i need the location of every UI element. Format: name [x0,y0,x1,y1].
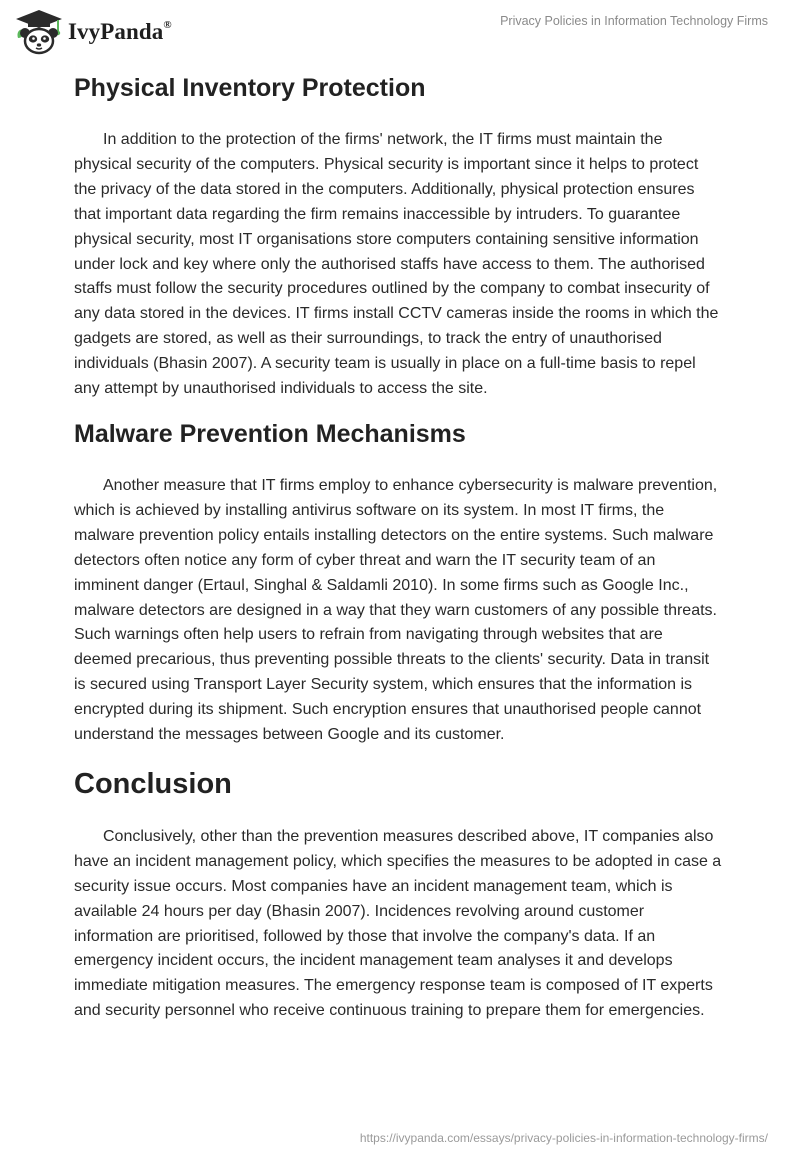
section-heading-physical-inventory: Physical Inventory Protection [74,74,426,102]
footer-url[interactable]: https://ivypanda.com/essays/privacy-policies-in-information-technology-firms/ [359,1131,768,1145]
paragraph-malware-prevention: Another measure that IT firms employ to enhance cybersecurity is malware prevention, which is achieved by installing antivirus software on its system. In most IT firms, the malware prevention policy entails installing detectors on the entire systems. Such malware detectors often notice any form of cyber threat and warn the IT security team of an imminent danger (Ertaul, Singhal & Saldamli 2010). In some firms such as Google Inc., malware detectors are designed in a way that they warn customers of any possible threats. Such warnings often help users to refrain from navigating through websites that are deemed precarious, thus preventing possible threats to the clients' security. Data in transit is secured using Transport Layer Security system, which ensures that the information is encrypted during its shipment. Such encryption ensures that unauthorised people cannot understand the messages between Google and its customer. [74,476,718,744]
panda-graduate-icon [14,8,64,56]
paragraph-conclusion: Conclusively, other than the prevention measures described above, IT companies also have an incident management policy, which specifies the measures to be adopted in case a security issue occurs. Most companies have an incident management team, which is available 24 hours per day (Bhasin 2007). Incidences revolving around customer information are prioritised, followed by those that involve the company's data. If an emergency incident occurs, the incident management team analyses it and develops immediate mitigation measures. The emergency response team is composed of IT experts and security personnel who receive continuous training to prepare them for emergencies. [74,827,722,1020]
brand-name: IvyPanda® [68,19,172,44]
section-heading-malware-prevention: Malware Prevention Mechanisms [74,419,466,448]
running-title: Privacy Policies in Information Technology Firms [500,14,768,28]
essay-body [74,70,724,1024]
section-heading-conclusion: Conclusion [74,767,232,800]
ivypanda-logo[interactable] [14,8,172,56]
page-header [0,0,800,64]
paragraph-physical-inventory: In addition to the protection of the firms' network, the IT firms must maintain the physical security of the computers. Physical security is important since it helps to protect the privacy of the data stored in the computers. Additionally, physical protection ensures that important data regarding the firm remains inaccessible by intruders. To guarantee physical security, most IT organisations store computers containing sensitive information under lock and key where only the authorised staffs have access to them. The authorised staffs must follow the security procedures outlined by the company to combat insecurity of any data stored in the devices. IT firms install CCTV cameras inside the rooms in which the gadgets are stored, as well as their surroundings, to track the entry of unauthorised individuals (Bhasin 2007). A security team is usually in place on a full-time basis to repel any attempt by unauthorised individuals to access the site. [74,131,719,398]
